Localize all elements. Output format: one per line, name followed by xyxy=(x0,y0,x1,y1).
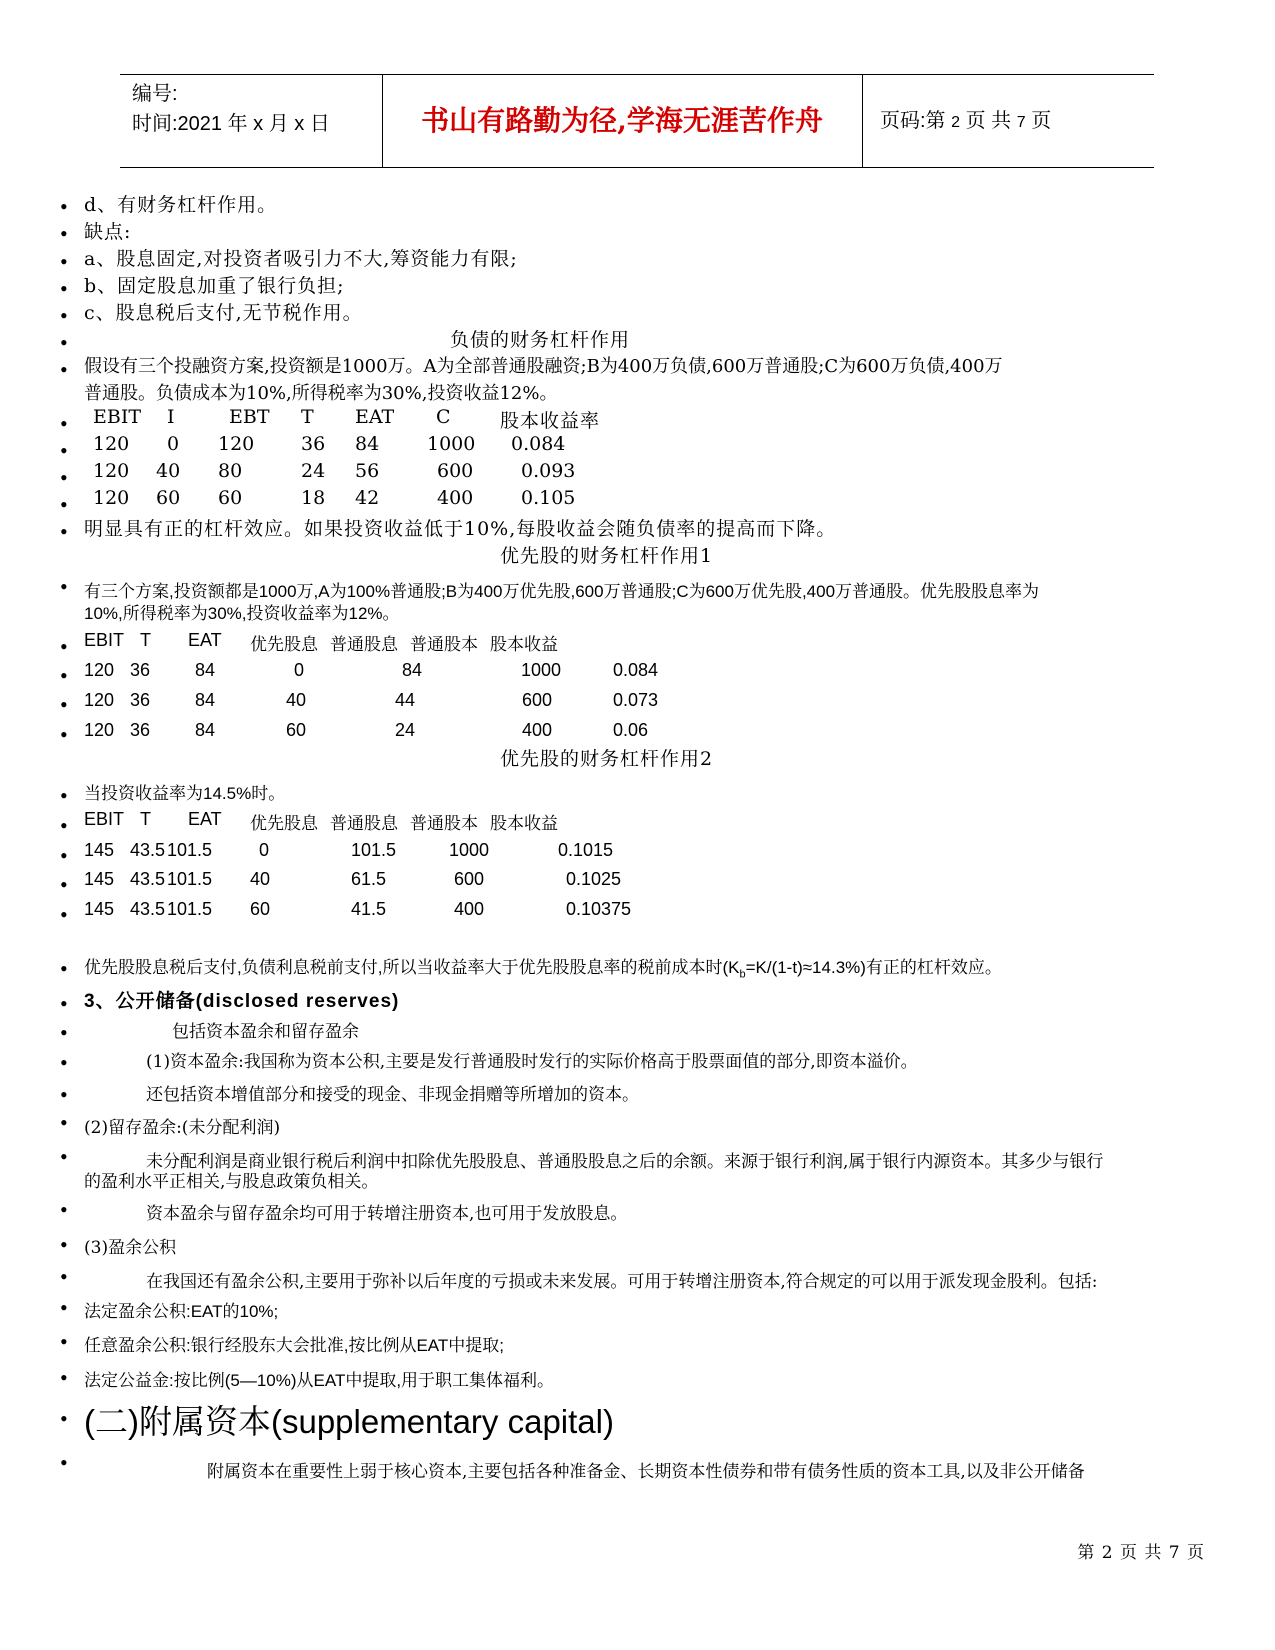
table-cell: 400 xyxy=(454,899,485,919)
bullet: • xyxy=(60,1144,68,1169)
table-header-cell: 普通股息 xyxy=(330,814,398,833)
table-header-cell: T xyxy=(301,406,314,428)
bullet: • xyxy=(60,1197,68,1222)
page-footer: 第 2 页 共 7 页 xyxy=(1077,1543,1205,1563)
table-cell: 40 xyxy=(156,460,181,482)
bullet: • xyxy=(60,1329,68,1354)
table-header-cell: C xyxy=(436,406,451,428)
text-line: b、固定股息加重了银行负担; xyxy=(84,275,345,297)
table-cell: 43.5 xyxy=(130,899,166,919)
text-line: 附属资本在重要性上弱于核心资本,主要包括各种准备金、长期资本性债券和带有债务性质的资本工具,以及非公开储备 xyxy=(207,1462,1085,1482)
text-line: c、股息税后支付,无节税作用。 xyxy=(84,302,363,324)
bullet: • xyxy=(60,411,68,436)
table-cell: 40 xyxy=(250,869,271,889)
text-line: 缺点: xyxy=(84,221,132,243)
bullet: • xyxy=(60,663,68,688)
table-cell: 41.5 xyxy=(351,899,387,919)
table-header-cell: EBIT xyxy=(84,809,125,829)
table-cell: 120 xyxy=(93,460,130,482)
bullet: • xyxy=(60,1050,68,1075)
table-cell: 101.5 xyxy=(167,840,213,860)
table-cell: 24 xyxy=(301,460,326,482)
table-cell: 60 xyxy=(218,487,243,509)
subscript: b xyxy=(739,968,746,981)
bullet: • xyxy=(60,783,68,808)
table-cell: 84 xyxy=(402,660,423,680)
bullet: • xyxy=(60,843,68,868)
text-line xyxy=(84,953,1002,980)
table-cell: 400 xyxy=(522,720,553,740)
header-motto: 书山有路勤为径,学海无涯苦作舟 xyxy=(421,104,823,137)
text-line: 当投资收益率为14.5%时。 xyxy=(84,784,286,803)
text-line: 明显具有正的杠杆效应。如果投资收益低于10%,每股收益会随负债率的提高而下降。 xyxy=(84,518,837,540)
bullet: • xyxy=(60,1082,68,1107)
text-line: 的盈利水平正相关,与股息政策负相关。 xyxy=(84,1172,379,1192)
table-header-cell: EAT xyxy=(188,809,222,829)
table-header-cell: T xyxy=(140,630,151,650)
table-cell: 1000 xyxy=(449,840,490,860)
table-cell: 42 xyxy=(355,487,380,509)
table-cell: 101.5 xyxy=(167,899,213,919)
table-cell: 36 xyxy=(130,690,151,710)
section-title: 负债的财务杠杆作用 xyxy=(450,329,631,351)
bullet: • xyxy=(60,221,68,246)
table-cell: 600 xyxy=(437,460,474,482)
table-header-cell: EBIT xyxy=(93,406,142,428)
bullet: • xyxy=(60,902,68,927)
table-cell: 24 xyxy=(395,720,416,740)
table-cell: 0.10375 xyxy=(566,899,632,919)
table-cell: 600 xyxy=(454,869,485,889)
table-cell: 101.5 xyxy=(167,869,213,889)
table-cell: 145 xyxy=(84,869,115,889)
table-cell: 18 xyxy=(301,487,326,509)
table-cell: 145 xyxy=(84,899,115,919)
page-number: 2 xyxy=(951,114,961,131)
bullet: • xyxy=(60,249,68,274)
text-part: 优先股股息税后支付,负债利息税前支付,所以当收益率大于优先股股息率的税前成本时(K xyxy=(84,958,740,977)
table-cell: 61.5 xyxy=(351,869,387,889)
table-header-cell: EAT xyxy=(188,630,222,650)
text-line: 包括资本盈余和留存盈余 xyxy=(172,1022,359,1042)
table-header-cell: 优先股息 xyxy=(250,814,318,833)
bullet: • xyxy=(60,438,68,463)
page-suffix: 页 xyxy=(1031,110,1052,132)
table-cell: 400 xyxy=(437,487,474,509)
table-cell: 0 xyxy=(294,660,305,680)
bullet: • xyxy=(60,692,68,717)
table-cell: 120 xyxy=(93,433,130,455)
table-cell: 0.084 xyxy=(511,433,566,455)
bullet: • xyxy=(60,194,68,219)
bullet: • xyxy=(60,1110,68,1135)
table-header-cell: T xyxy=(140,809,151,829)
page-header xyxy=(120,74,1154,168)
table-header-cell: EBIT xyxy=(84,630,125,650)
bullet: • xyxy=(60,1232,68,1257)
table-cell: 80 xyxy=(218,460,243,482)
table-cell: 0 xyxy=(167,433,180,455)
table-header-cell: 优先股息 xyxy=(250,635,318,654)
table-header-cell: 股本收益 xyxy=(490,814,558,833)
table-cell: 60 xyxy=(286,720,307,740)
page-total: 7 xyxy=(1016,114,1026,131)
table-cell: 120 xyxy=(84,720,115,740)
table-cell: 43.5 xyxy=(130,840,166,860)
table-header-cell: 股本收益率 xyxy=(500,410,601,432)
bullet: • xyxy=(60,519,68,544)
table-cell: 36 xyxy=(301,433,326,455)
text-line: (3)盈余公积 xyxy=(84,1238,177,1258)
table-cell: 120 xyxy=(84,690,115,710)
table-cell: 84 xyxy=(355,433,380,455)
text-line: 普通股。负债成本为10%,所得税率为30%,投资收益12%。 xyxy=(84,383,558,404)
table-cell: 0.073 xyxy=(613,690,659,710)
table-cell: 84 xyxy=(195,690,216,710)
text-part: =K/(1-t)≈14.3%)有正的杠杆效应。 xyxy=(745,958,1002,977)
text-line: 还包括资本增值部分和接受的现金、非现金捐赠等所增加的资本。 xyxy=(146,1085,639,1105)
table-cell: 120 xyxy=(218,433,255,455)
table-cell: 120 xyxy=(93,487,130,509)
table-cell: 0.06 xyxy=(613,720,649,740)
table-cell: 1000 xyxy=(521,660,562,680)
text-line: 10%,所得税率为30%,投资收益率为12%。 xyxy=(84,604,400,623)
table-cell: 0.1025 xyxy=(566,869,622,889)
table-header-cell: EBT xyxy=(229,406,270,428)
section-title: 优先股的财务杠杆作用2 xyxy=(500,748,714,770)
table-cell: 43.5 xyxy=(130,869,166,889)
bullet: • xyxy=(60,872,68,897)
text-line: 任意盈余公积:银行经股东大会批准,按比例从EAT中提取; xyxy=(84,1336,504,1355)
doc-time-label: 时间:2021 年 x 月 x 日 xyxy=(132,113,330,135)
table-header-cell: 股本收益 xyxy=(490,635,558,654)
header-meta xyxy=(132,79,330,139)
bullet: • xyxy=(60,813,68,838)
table-cell: 44 xyxy=(395,690,416,710)
text-line: 法定公益金:按比例(5—10%)从EAT中提取,用于职工集体福利。 xyxy=(84,1371,555,1390)
text-line: (1)资本盈余:我国称为资本公积,主要是发行普通股时发行的实际价格高于股票面值的部分,即资本溢价。 xyxy=(146,1052,918,1072)
table-header-cell: I xyxy=(167,406,175,428)
text-line: 在我国还有盈余公积,主要用于弥补以后年度的亏损或未来发展。可用于转增注册资本,符合规定的可以用于派发现金股利。包括: xyxy=(146,1272,1098,1292)
table-header-cell: 普通股息 xyxy=(330,635,398,654)
table-cell: 60 xyxy=(156,487,181,509)
bullet: • xyxy=(60,330,68,355)
text-line: d、有财务杠杆作用。 xyxy=(84,194,278,216)
bullet: • xyxy=(60,1406,68,1431)
table-cell: 36 xyxy=(130,660,151,680)
table-cell: 0.105 xyxy=(521,487,576,509)
table-cell: 40 xyxy=(286,690,307,710)
bullet: • xyxy=(60,634,68,659)
table-cell: 0.093 xyxy=(521,460,576,482)
bullet: • xyxy=(60,276,68,301)
table-header-cell: 普通股本 xyxy=(410,814,478,833)
text-line: 未分配利润是商业银行税后利润中扣除优先股股息、普通股股息之后的余额。来源于银行利润,属于银行内源资本。其多少与银行 xyxy=(146,1152,1104,1172)
bullet: • xyxy=(60,1264,68,1289)
header-page-info xyxy=(880,75,1051,167)
table-cell: 36 xyxy=(130,720,151,740)
header-divider xyxy=(862,75,863,167)
text-line: a、股息固定,对投资者吸引力不大,筹资能力有限; xyxy=(84,248,518,270)
bullet: • xyxy=(60,956,68,981)
section-title: 优先股的财务杠杆作用1 xyxy=(500,545,714,567)
text-line: 法定盈余公积:EAT的10%; xyxy=(84,1302,279,1321)
table-cell: 101.5 xyxy=(351,840,397,860)
bullet: • xyxy=(60,1365,68,1390)
table-header-cell: 普通股本 xyxy=(410,635,478,654)
bullet: • xyxy=(60,991,68,1016)
table-cell: 0.084 xyxy=(613,660,659,680)
bullet: • xyxy=(60,1295,68,1320)
bullet: • xyxy=(60,492,68,517)
bullet: • xyxy=(60,465,68,490)
page-mid: 页 共 xyxy=(965,110,1012,132)
table-cell: 84 xyxy=(195,660,216,680)
bullet: • xyxy=(60,722,68,747)
bullet: • xyxy=(60,1450,68,1475)
table-cell: 56 xyxy=(355,460,380,482)
text-line: 假设有三个投融资方案,投资额是1000万。A为全部普通股融资;B为400万负债,600万普通股;C为600万负债,400万 xyxy=(84,356,1003,377)
bullet: • xyxy=(60,1020,68,1045)
table-cell: 0 xyxy=(259,840,270,860)
text-line: 资本盈余与留存盈余均可用于转增注册资本,也可用于发放股息。 xyxy=(146,1204,628,1224)
section-heading: 3、公开储备(disclosed reserves) xyxy=(84,991,400,1012)
table-header-cell: EAT xyxy=(355,406,395,428)
doc-number-label: 编号: xyxy=(132,83,178,105)
text-line: 有三个方案,投资额都是1000万,A为100%普通股;B为400万优先股,600万普通股;C为600万优先股,400万普通股。优先股股息率为 xyxy=(84,582,1040,601)
bullet: • xyxy=(60,303,68,328)
bullet: • xyxy=(60,574,68,599)
table-cell: 84 xyxy=(195,720,216,740)
table-cell: 600 xyxy=(522,690,553,710)
bullet: • xyxy=(60,357,68,382)
table-cell: 1000 xyxy=(427,433,476,455)
table-cell: 60 xyxy=(250,899,271,919)
section-heading-large: (二)附属资本(supplementary capital) xyxy=(84,1403,614,1440)
table-cell: 120 xyxy=(84,660,115,680)
table-cell: 145 xyxy=(84,840,115,860)
text-line: (2)留存盈余:(未分配利润) xyxy=(84,1118,281,1138)
page-prefix: 页码:第 xyxy=(880,110,946,132)
table-cell: 0.1015 xyxy=(558,840,614,860)
